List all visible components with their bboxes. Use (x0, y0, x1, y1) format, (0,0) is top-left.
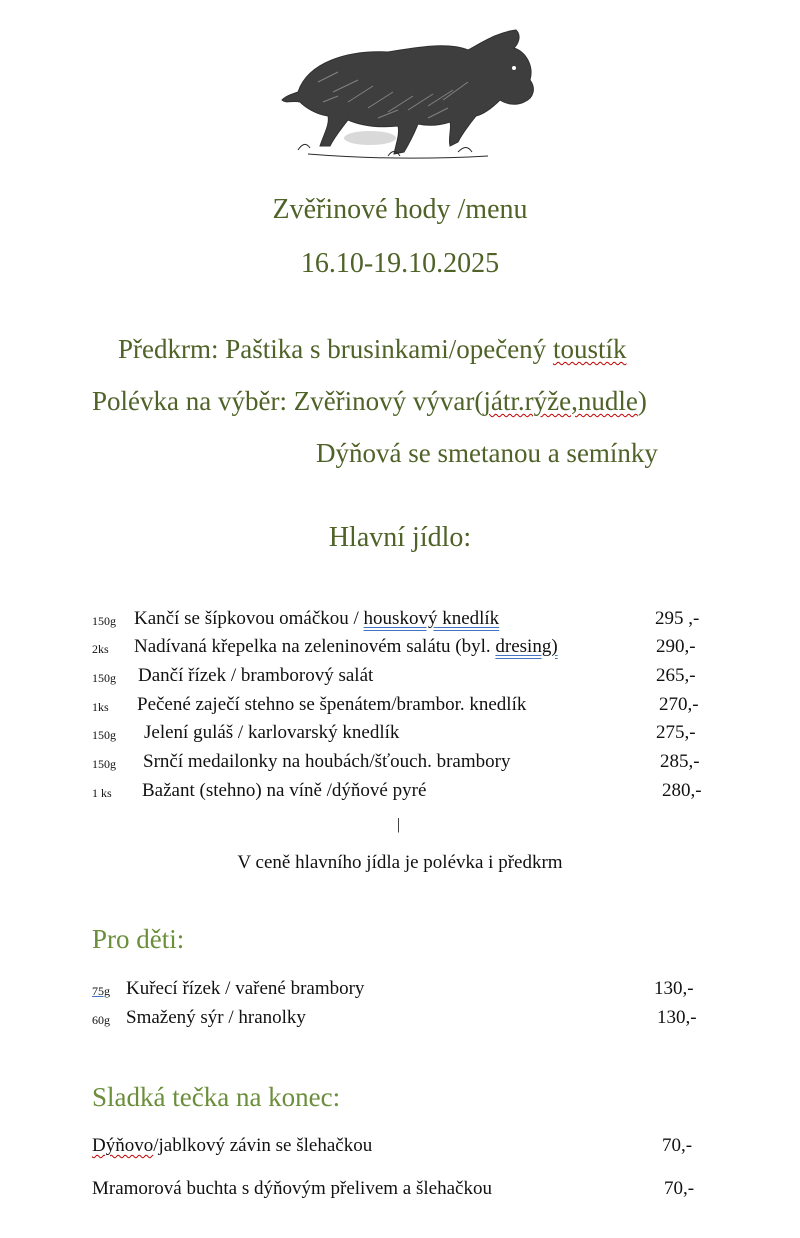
dessert-heading: Sladká tečka na konec: (92, 1082, 341, 1112)
main-item: 2ks Nadívaná křepelka na zeleninovém salátu (byl. dresing) 290,- (92, 636, 696, 657)
main-item: 150g Kančí se šípkovou omáčkou / houskový knedlík 295 ,- (92, 608, 700, 629)
main-item: 150g Srnčí medailonky na houbách/šťouch. brambory 285,- (92, 751, 700, 772)
main-heading: Hlavní jídlo: (328, 522, 472, 553)
dessert-item: Dýňovo/jablkový závin se šlehačkou 70,- (92, 1135, 693, 1156)
soup-line: Polévka na výběr: Zvěřinový vývar(játr.rýže,nudle) (92, 386, 647, 416)
dessert-item: Mramorová buchta s dýňovým přelivem a šlehačkou 70,- (92, 1178, 695, 1199)
main-item: 1 ks Bažant (stehno) na víně /dýňové pyré 280,- (92, 780, 702, 801)
starter-line: Předkrm: Paštika s brusinkami/opečený toustík (118, 334, 627, 364)
text-cursor: | (397, 816, 401, 833)
main-item: 150g Jelení guláš / karlovarský knedlík 275,- (92, 722, 696, 743)
menu-title: Zvěřinové hody /menu (272, 194, 528, 225)
menu-dates: 16.10-19.10.2025 (300, 248, 500, 279)
kids-item: 60g Smažený sýr / hranolky 130,- (92, 1007, 697, 1028)
kids-item: 75g Kuřecí řízek / vařené brambory 130,- (92, 978, 694, 999)
main-item: 150g Dančí řízek / bramborový salát 265,- (92, 665, 696, 686)
soup-alt-line: Dýňová se smetanou a semínky (316, 438, 658, 468)
kids-heading: Pro děti: (92, 924, 185, 954)
main-item: 1ks Pečené zaječí stehno se špenátem/brambor. knedlík 270,- (92, 694, 699, 715)
wild-boar-illustration (278, 22, 544, 170)
price-note: V ceně hlavního jídla je polévka i předkrm (237, 852, 563, 873)
